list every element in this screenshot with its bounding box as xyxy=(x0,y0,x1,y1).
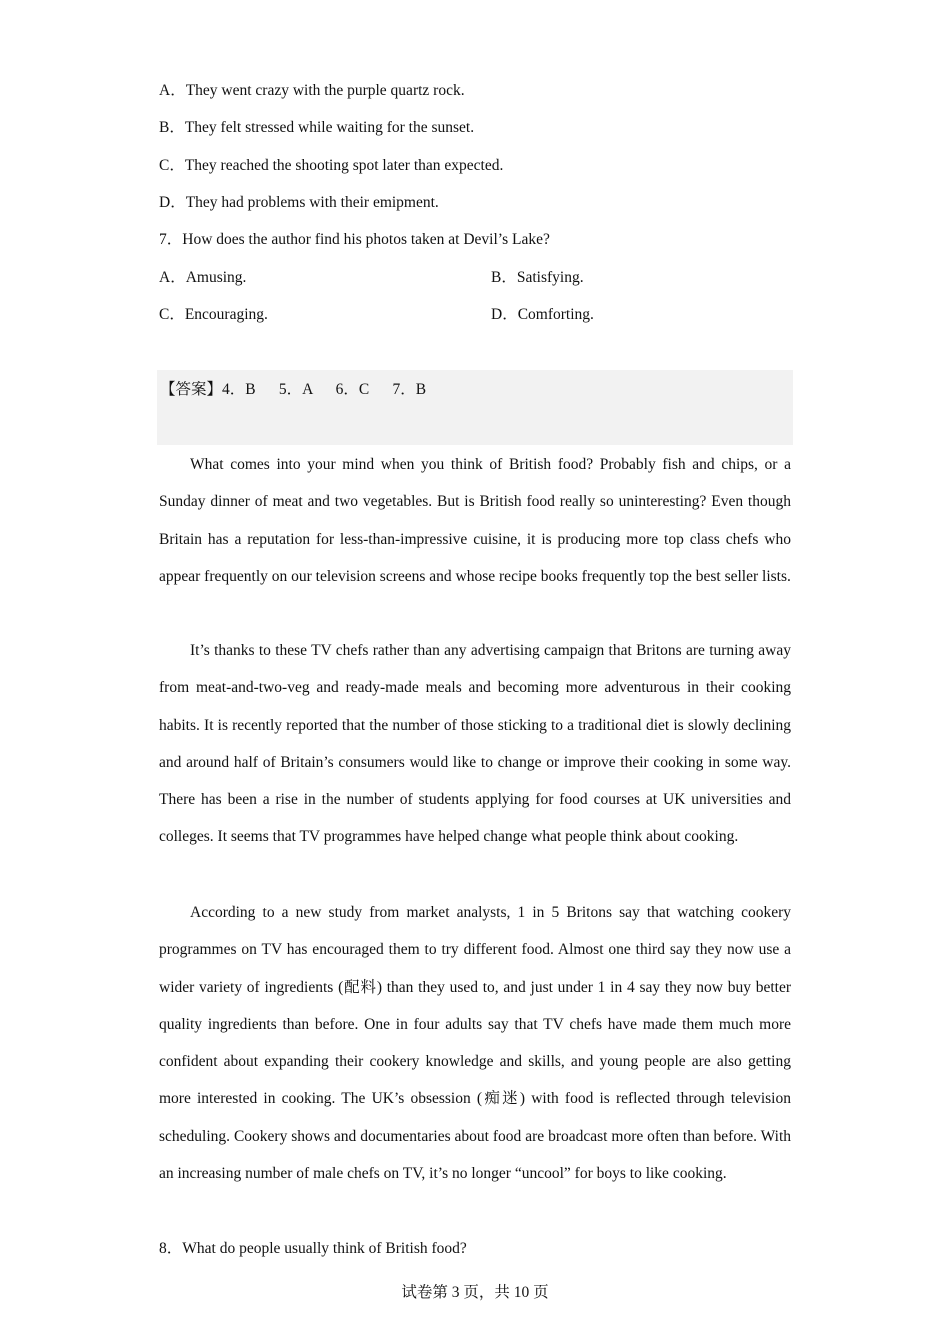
q7-option-b: B．Satisfying. xyxy=(491,269,584,286)
q6-option-d: D．They had problems with their emipment. xyxy=(159,194,439,211)
q7-option-c: C．Encouraging. xyxy=(159,306,268,323)
passage-paragraph-2: It’s thanks to these TV chefs rather than any advertising campaign that Britons are turning away from meat-and-two-veg and ready-made meals and becoming more adventurous in their cooking habits. It is recently reported that the number of those sticking to a traditional diet is slowly declining and around half of Britain’s consumers would like to change or improve their cooking in some way. There has been a rise in the number of students applying for food courses at UK universities and colleges. It seems that TV programmes have helped change what people think about cooking. xyxy=(159,642,791,846)
q7-option-d: D．Comforting. xyxy=(491,306,594,323)
q8-stem: 8．What do people usually think of British food? xyxy=(159,1240,467,1257)
q6-option-b: B．They felt stressed while waiting for the sunset. xyxy=(159,119,475,136)
passage-paragraph-1: What comes into your mind when you think of British food? Probably fish and chips, or a Sunday dinner of meat and two vegetables. But is British food really so uninteresting? Even though Britain has a reputation for less-than-impressive cuisine, it is producing more top class chefs who appear frequently on our television screens and whose recipe books frequently top the best seller lists. xyxy=(159,456,791,585)
answer-key: 【答案】4．B 5．A 6．C 7．B xyxy=(160,381,427,398)
answer-box xyxy=(157,370,793,445)
q6-option-a: A．They went crazy with the purple quartz rock. xyxy=(159,82,465,99)
page-footer: 试卷第 3 页，共 10 页 xyxy=(401,1284,549,1301)
q7-option-a: A．Amusing. xyxy=(159,269,247,286)
q7-stem: 7．How does the author find his photos taken at Devil’s Lake? xyxy=(159,231,550,248)
passage-paragraph-3: According to a new study from market analysts, 1 in 5 Britons say that watching cookery programmes on TV has encouraged them to try different food. Almost one third say they now use a wider variety of ingredients (配料) than they used to, and just under 1 in 4 say they now buy better quality ingredients than before. One in four adults say that TV chefs have made them much more confident about expanding their cookery knowledge and skills, and young people are also getting more interested in cooking. The UK’s obsession (痴迷) with food is reflected through television scheduling. Cookery shows and documentaries about food are broadcast more often than before. With an increasing number of male chefs on TV, it’s no longer “uncool” for boys to like cooking. xyxy=(159,904,791,1183)
q6-option-c: C．They reached the shooting spot later than expected. xyxy=(159,157,504,174)
